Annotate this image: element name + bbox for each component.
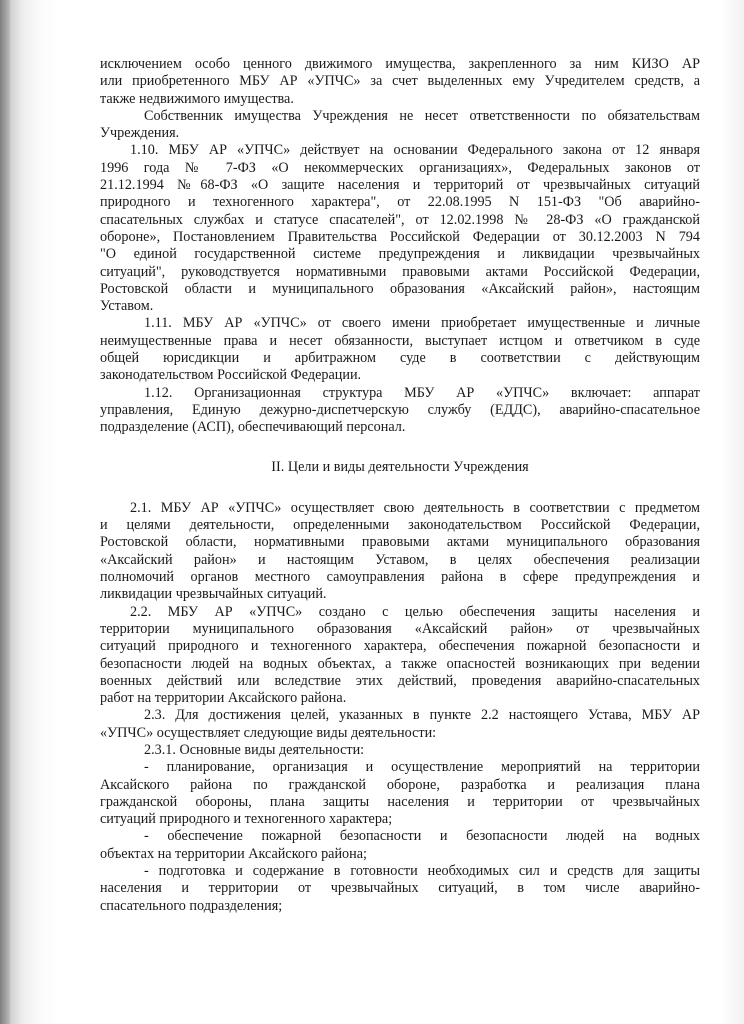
text-line: ликвидации чрезвычайных ситуаций. bbox=[100, 586, 327, 603]
text-line: Уставом. bbox=[100, 298, 154, 315]
text-line: "О единой государственной системе предупреждения и ликвидации чрезвычайных bbox=[100, 246, 700, 263]
text-line: управления, Единую дежурно-диспетчерскую службу (ЕДДС), аварийно-спасательное bbox=[100, 401, 700, 418]
text-line: ситуаций природного и техногенного характера, обеспечения пожарной безопасности и bbox=[100, 638, 700, 655]
text-line: спасательного подразделения; bbox=[100, 897, 283, 914]
text-line: Учреждения. bbox=[100, 125, 180, 142]
text-line: безопасности людей на водных объектах, а также опасностей возникающих при ведении bbox=[100, 655, 700, 672]
text-line: работ на территории Аксайского района. bbox=[100, 690, 347, 707]
text-line: законодательством Российской Федерации. bbox=[100, 367, 362, 384]
text-line: полномочий органов местного самоуправления района в сфере предупреждения и bbox=[100, 569, 700, 586]
text-line: «УПЧС» осуществляет следующие виды деятельности: bbox=[100, 724, 437, 741]
text-line: 2.1. МБУ АР «УПЧС» осуществляет свою деятельность в соответствии с предметом bbox=[130, 499, 700, 516]
text-line: Ростовской области и муниципального образования «Аксайский район», настоящим bbox=[100, 280, 700, 297]
text-line: территории муниципального образования «Аксайский район» от чрезвычайных bbox=[100, 620, 700, 637]
text-line: 2.3.1. Основные виды деятельности: bbox=[144, 741, 365, 758]
text-line: - обеспечение пожарной безопасности и безопасности людей на водных bbox=[144, 828, 700, 845]
text-line: - планирование, организация и осуществление мероприятий на территории bbox=[144, 759, 700, 776]
text-line: природного и техногенного характера", от 22.08.1995 N 151-ФЗ "Об аварийно- bbox=[100, 194, 700, 211]
text-line: населения и территории от чрезвычайных ситуаций, в том числе аварийно- bbox=[100, 880, 700, 897]
text-line: или приобретенного МБУ АР «УПЧС» за счет выделенных ему Учредителем средств, а bbox=[100, 73, 700, 90]
text-line: Собственник имущества Учреждения не несет ответственности по обязательствам bbox=[144, 107, 700, 124]
text-line: исключением особо ценного движимого имущества, закрепленного за ним КИЗО АР bbox=[100, 56, 700, 72]
text-line: обороне», Постановлением Правительства Российской Федерации от 30.12.2003 N 794 bbox=[100, 228, 700, 245]
text-line: 21.12.1994 №68-ФЗ «О защите населения и территорий от чрезвычайных ситуаций bbox=[100, 177, 700, 194]
text-line: «Аксайский район» и настоящим Уставом, в целях обеспечения реализации bbox=[100, 551, 700, 568]
text-line: ситуаций природного и техногенного характера; bbox=[100, 811, 393, 828]
text-line: гражданской обороны, плана защиты населения и территории от чрезвычайных bbox=[100, 793, 700, 810]
section-title: II. Цели и виды деятельности Учреждения bbox=[271, 458, 529, 475]
text-line: объектах на территории Аксайского района; bbox=[100, 845, 367, 862]
text-line: 2.2. МБУ АР «УПЧС» создано с целью обеспечения защиты населения и bbox=[130, 603, 700, 620]
text-line: 1996 года № 7-ФЗ «О некоммерческих организациях», Федеральных законов от bbox=[100, 159, 700, 176]
text-line: неимущественные права и несет обязанности, выступает истцом и ответчиком в суде bbox=[100, 332, 700, 349]
text-line: спасательных службах и статусе спасателей", от 12.02.1998 № 28-ФЗ «О гражданской bbox=[100, 211, 700, 228]
text-line: 1.12. Организационная структура МБУ АР «УПЧС» включает: аппарат bbox=[144, 384, 700, 401]
scan-shadow-edge bbox=[0, 0, 10, 1024]
text-line: Ростовской области, нормативными правовыми актами муниципального образования bbox=[100, 534, 700, 551]
document-text bbox=[100, 56, 700, 915]
text-line: - подготовка и содержание в готовности необходимых сил и средств для защиты bbox=[144, 863, 700, 880]
text-line: общей юрисдикции и арбитражном суде в соответствии с действующим bbox=[100, 350, 700, 367]
text-line: подразделение (АСП), обеспечивающий персонал. bbox=[100, 419, 406, 436]
text-line: 2.3. Для достижения целей, указанных в пункте 2.2 настоящего Устава, МБУ АР bbox=[144, 707, 700, 724]
text-line: 1.10. МБУ АР «УПЧС» действует на основании Федерального закона от 12 января bbox=[130, 142, 700, 159]
text-line: Аксайского района по гражданской обороне, разработка и реализация плана bbox=[100, 776, 700, 793]
text-line: военных действий или вследствие этих действий, проведения аварийно-спасательных bbox=[100, 672, 700, 689]
text-line: также недвижимого имущества. bbox=[100, 90, 294, 107]
text-line: ситуаций", руководствуется нормативными правовыми актами Российской Федерации, bbox=[100, 263, 700, 280]
text-line: и целями деятельности, определенными законодательством Российской Федерации, bbox=[100, 517, 700, 534]
text-line: 1.11. МБУ АР «УПЧС» от своего имени приобретает имущественные и личные bbox=[144, 315, 700, 332]
